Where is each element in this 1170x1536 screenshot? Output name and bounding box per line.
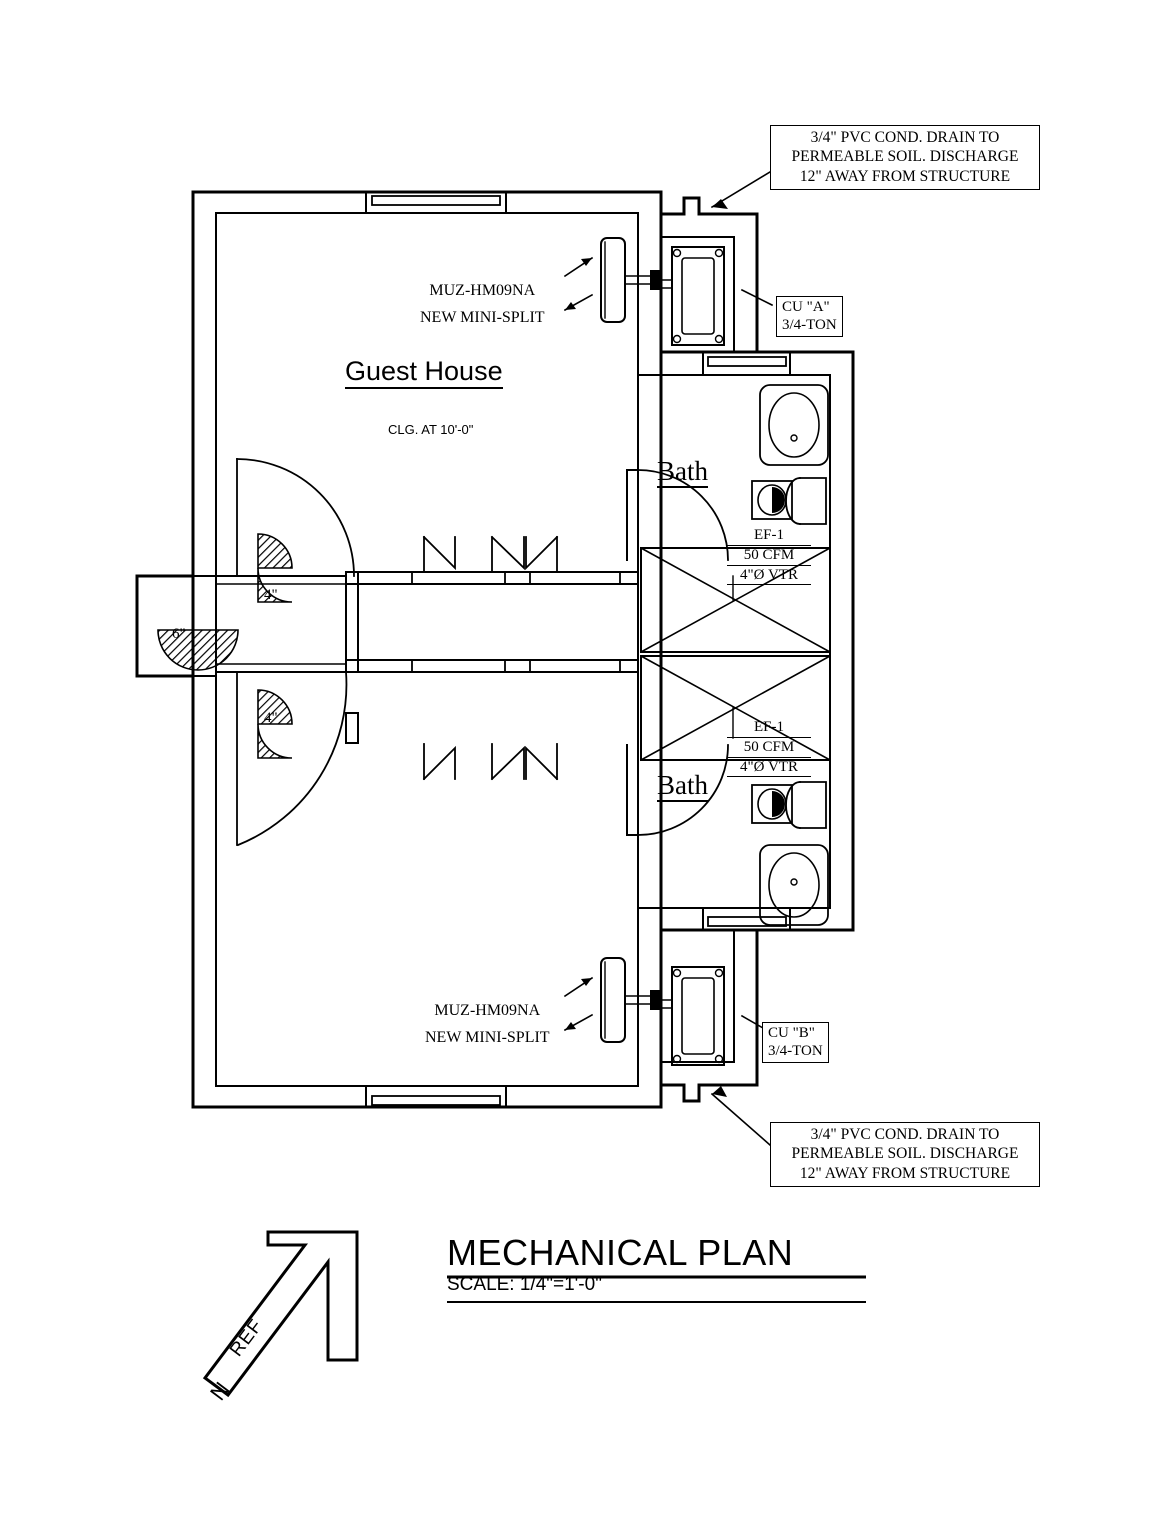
ef-upper-vent: 4"Ø VTR [727, 566, 811, 586]
callout-line-2: PERMEABLE SOIL. DISCHARGE [791, 1145, 1019, 1163]
ef-lower-cfm: 50 CFM [727, 738, 811, 758]
callout-condensate-drain-lower [770, 1122, 1040, 1187]
north-arrow [205, 1232, 357, 1395]
minisplit-lower-desc: NEW MINI-SPLIT [425, 1029, 550, 1047]
exhaust-fan-tag-lower [727, 718, 811, 777]
room-label-guest-house [345, 356, 503, 387]
callout-line-3: 12" AWAY FROM STRUCTURE [799, 167, 1011, 185]
guest-house-name: Guest House [345, 356, 503, 389]
cu-a-size: 3/4-TON [782, 317, 837, 333]
north-ref-label: REF [226, 1315, 268, 1361]
room-label-bath-lower [657, 770, 708, 801]
drawing-scale: SCALE: 1/4"=1'-0" [447, 1274, 602, 1295]
minisplit-upper-desc: NEW MINI-SPLIT [420, 309, 545, 327]
minisplit-lower-model: MUZ-HM09NA [434, 1002, 541, 1019]
equipment-tag-cu-a [776, 296, 843, 337]
page-title: MECHANICAL PLAN [447, 1232, 794, 1273]
equipment-label-minisplit-lower [425, 997, 550, 1051]
callout-line-1: 3/4" PVC COND. DRAIN TO [810, 1126, 1000, 1143]
ef-lower-vent: 4"Ø VTR [727, 758, 811, 778]
ef-upper-tag: EF-1 [727, 526, 811, 546]
bath-upper-name: Bath [657, 456, 708, 486]
minisplit-upper-model: MUZ-HM09NA [429, 282, 536, 299]
room-label-bath-upper [657, 456, 708, 487]
cu-b-size: 3/4-TON [768, 1043, 823, 1059]
ceiling-height-note: CLG. AT 10'-0" [388, 422, 474, 437]
north-arrow-label: N [205, 1376, 236, 1406]
callout-line-2: PERMEABLE SOIL. DISCHARGE [791, 148, 1019, 166]
ef-upper-cfm: 50 CFM [727, 546, 811, 566]
dimension-label-6in: 6" [172, 626, 186, 642]
equipment-tag-cu-b [762, 1022, 829, 1063]
ef-lower-tag: EF-1 [727, 718, 811, 738]
dimension-label-4in-upper: 4" [264, 587, 278, 603]
cu-a-name: CU "A" [782, 299, 830, 315]
exhaust-fan-tag-upper [727, 526, 811, 585]
callout-line-3: 12" AWAY FROM STRUCTURE [799, 1164, 1011, 1182]
callout-line-1: 3/4" PVC COND. DRAIN TO [810, 129, 1000, 146]
cu-b-name: CU "B" [768, 1025, 815, 1041]
callout-condensate-drain-upper [770, 125, 1040, 190]
dimension-label-4in-lower: 4" [264, 710, 278, 726]
bath-lower-name: Bath [657, 770, 708, 800]
equipment-label-minisplit-upper [420, 277, 545, 331]
